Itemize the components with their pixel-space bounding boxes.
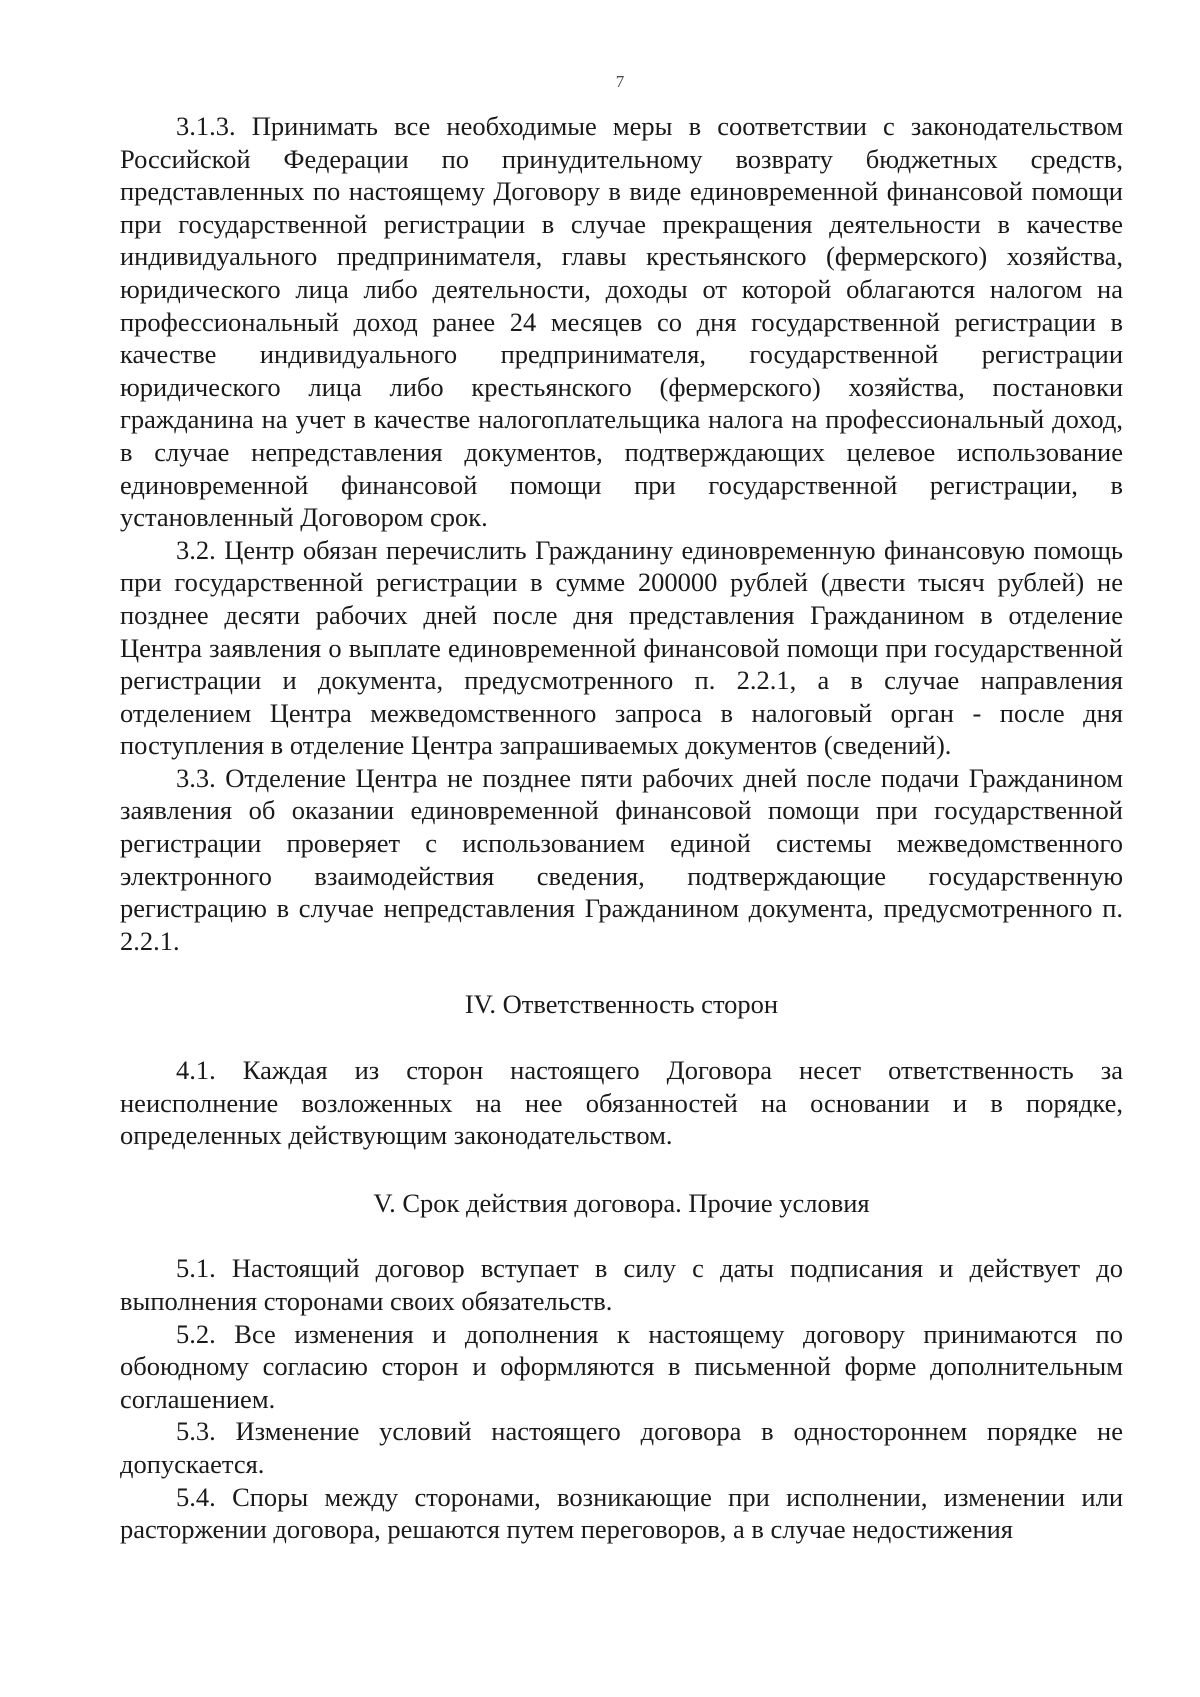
paragraph-5-4: 5.4. Споры между сторонами, возникающие при исполнении, изменении или расторжении договора, решаются путем переговоров, а в случае недостижения — [120, 1481, 1123, 1545]
paragraph-3-2: 3.2. Центр обязан перечислить Гражданину единовременную финансовую помощь при государственной регистрации в сумме 200000 рублей (двести тысяч рублей) не позднее десяти рабочих дней после дня представления Гражданином в отделение Центра заявления о выплате единовременной финансовой помощи при государственной регистрации и документа, предусмотренного п. 2.2.1, а в случае направления отделением Центра межведомственного запроса в налоговый орган - после дня поступления в отделение Центра запрашиваемых документов (сведений). — [120, 534, 1123, 761]
paragraph-3-3: 3.3. Отделение Центра не позднее пяти рабочих дней после подачи Гражданином заявления об оказании единовременной финансовой помощи при государственной регистрации проверяет с использованием единой системы межведомственного электронного взаимодействия сведения, подтверждающие государственную регистрацию в случае непредставления Гражданином документа, предусмотренного п. 2.2.1. — [120, 762, 1123, 956]
section-obligations — [120, 110, 1123, 957]
paragraph-5-2: 5.2. Все изменения и дополнения к настоящему договору принимаются по обоюдному согласию сторон и оформляются в письменной форме дополнительным соглашением. — [120, 1318, 1123, 1414]
paragraph-4-1: 4.1. Каждая из сторон настоящего Договора несет ответственность за неисполнение возложенных на нее обязанностей на основании и в порядке, определенных действующим законодательством. — [120, 1055, 1123, 1151]
document-body — [120, 110, 1123, 1546]
section-heading-iv: IV. Ответственность сторон — [464, 989, 779, 1020]
section-term-and-conditions — [120, 1187, 1123, 1546]
page-number: 7 — [615, 72, 625, 91]
section-heading-v: V. Срок действия договора. Прочие условия — [373, 1187, 870, 1218]
paragraph-3-1-3: 3.1.3. Принимать все необходимые меры в соответствии с законодательством Российской Федерации по принудительному возврату бюджетных средств, представленных по настоящему Договору в виде единовременной финансовой помощи при государственной регистрации в случае прекращения деятельности в качестве индивидуального предпринимателя, главы крестьянского (фермерского) хозяйства, юридического лица либо деятельности, доходы от которой облагаются налогом на профессиональный доход ранее 24 месяцев со дня государственной регистрации в качестве индивидуального предпринимателя, государственной регистрации юридического лица либо крестьянского (фермерского) хозяйства, постановки гражданина на учет в качестве налогоплательщика налога на профессиональный доход, в случае непредставления документов, подтверждающих целевое использование единовременной финансовой помощи при государственной регистрации, в установленный Договором срок. — [120, 111, 1123, 533]
paragraph-5-3: 5.3. Изменение условий настоящего договора в одностороннем порядке не допускается. — [120, 1416, 1123, 1479]
paragraph-5-1: 5.1. Настоящий договор вступает в силу с даты подписания и действует до выполнения сторонами своих обязательств. — [120, 1253, 1123, 1316]
section-responsibility — [120, 988, 1123, 1151]
